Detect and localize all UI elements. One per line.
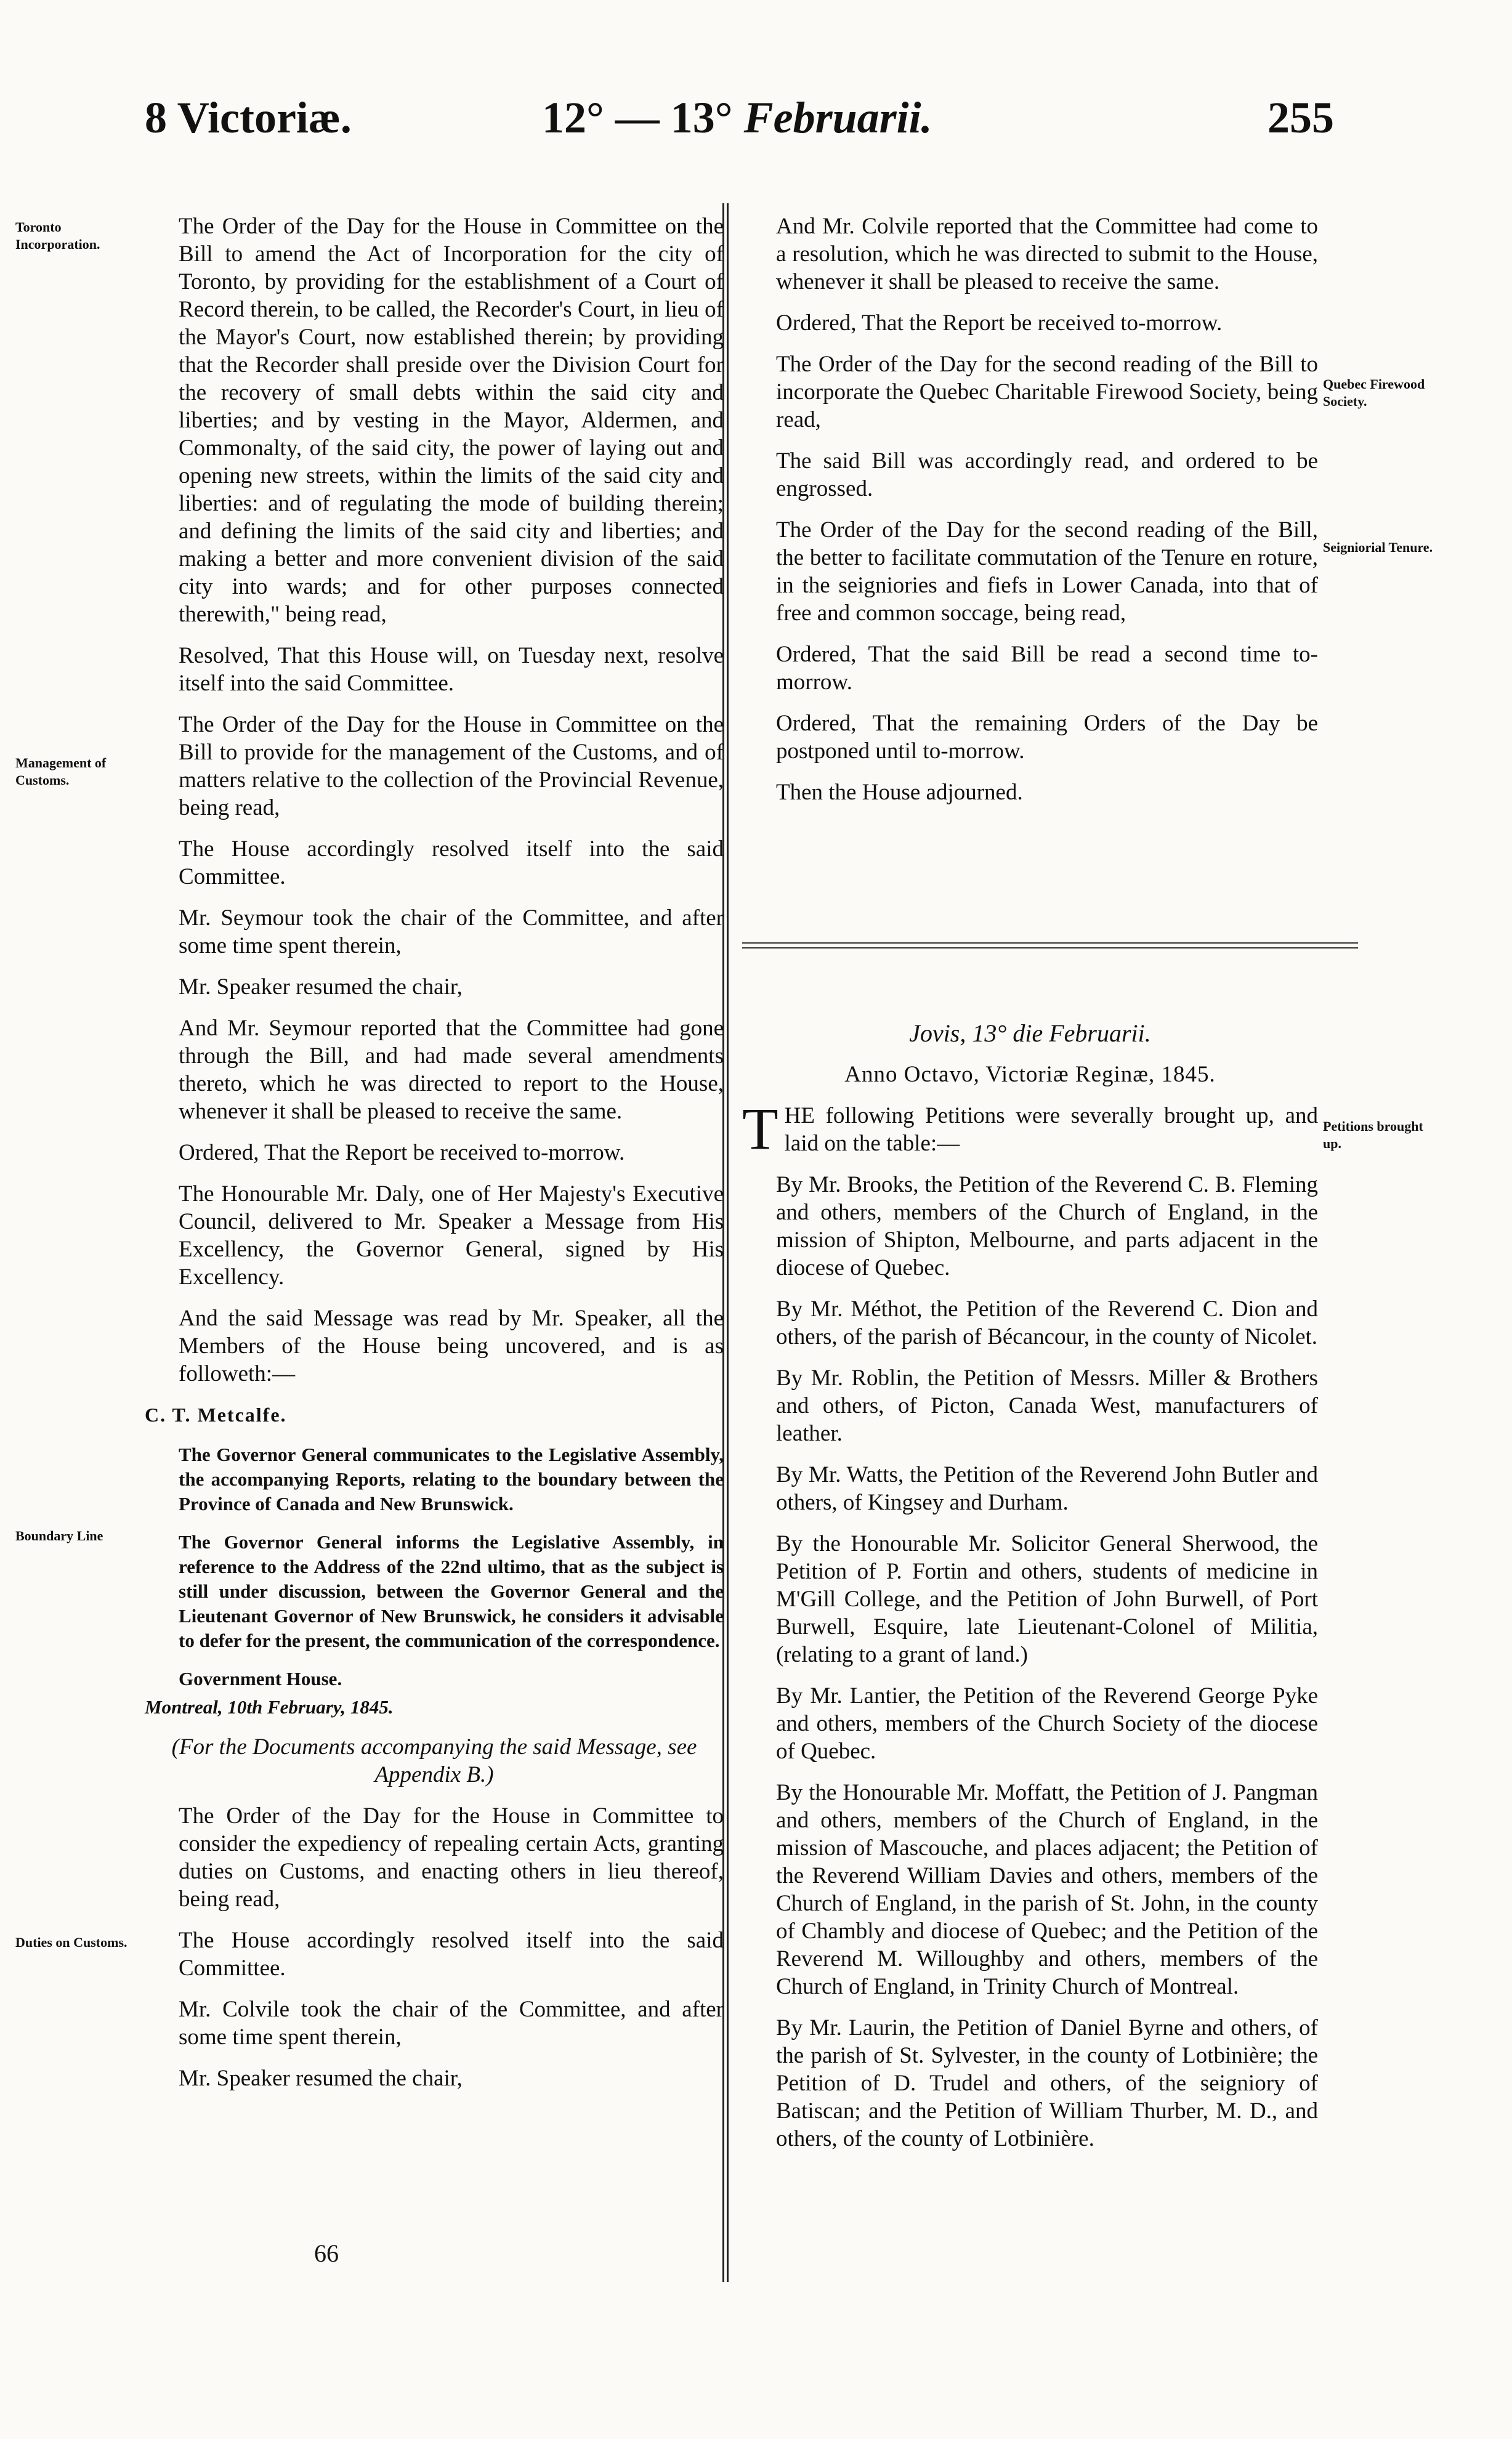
paragraph-duties-committee: The House accordingly resolved itself into the said Committee.	[179, 1928, 724, 1981]
column-rule-double	[727, 203, 729, 2282]
documents-note: (For the Documents accompanying the said Message, see Appendix B.)	[171, 1734, 697, 1787]
margin-note-toronto: Toronto Incorporation.	[15, 219, 100, 252]
petition-methot: By Mr. Méthot, the Petition of the Reverend C. Dion and others, of the parish of Bécancour, in the county of Nicolet.	[776, 1296, 1318, 1349]
paragraph-message-read: And the said Message was read by Mr. Speaker, all the Members of the House being uncovered, and is as followeth:—	[179, 1306, 724, 1386]
paragraph-duties-order: The Order of the Day for the House in Committee to consider the expediency of repealing certain Acts, granting duties on Customs, and enacting others in lieu thereof, being read,	[179, 1803, 724, 1912]
petition-lantier: By Mr. Lantier, the Petition of the Reverend George Pyke and others, members of the Church Society of the diocese of Quebec.	[776, 1683, 1318, 1764]
running-head-days: 12° — 13°	[542, 93, 733, 142]
signature-metcalfe: C. T. Metcalfe.	[145, 1404, 287, 1426]
paragraph-speaker-resumed: Mr. Speaker resumed the chair,	[179, 974, 463, 1000]
right-column	[742, 212, 1318, 820]
margin-note-petitions: Petitions brought up.	[1323, 1118, 1423, 1151]
running-head-date	[542, 92, 932, 144]
paragraph-toronto-order: The Order of the Day for the House in Committee on the Bill to amend the Act of Incorporation for the city of Toronto, by providing for the establishment of a Court of Record therein, to be called, the Recorder's Court, in lieu of the Mayor's Court, now established therein; by providing that the Recorder shall preside over the Division Court for the recovery of small debts within the said city and liberties; and by vesting in the Mayor, Aldermen, and Commonalty, of the said city, the power of laying out and opening new streets, within the limits of the said city and liberties: and of regulating the mode of building therein; and defining the limits of the said city and liberties; and making a better and more convenient division of the said city into wards; and for other purposes connected therewith," being read,	[179, 214, 724, 627]
paragraph-colvile-report: And Mr. Colvile reported that the Committee had come to a resolution, which he was directed to submit to the House, whenever it shall be pleased to receive the same.	[776, 214, 1318, 294]
section-rule	[742, 942, 1358, 944]
margin-note-duties: Duties on Customs.	[15, 1935, 127, 1950]
page-number: 255	[1267, 93, 1334, 142]
paragraph-seymour-chair: Mr. Seymour took the chair of the Committee, and after some time spent therein,	[179, 905, 724, 958]
paragraph-daly-message: The Honourable Mr. Daly, one of Her Majesty's Executive Council, delivered to Mr. Speaker a Message from His Excellency, the Governor General, signed by His Excellency.	[179, 1181, 724, 1290]
government-house: Government House.	[179, 1668, 342, 1689]
paragraph-engrossed: The said Bill was accordingly read, and ordered to be engrossed.	[776, 448, 1318, 501]
margin-note-seigniorial: Seigniorial Tenure.	[1323, 540, 1433, 555]
section-rule-double	[742, 947, 1358, 949]
right-column-lower	[742, 1019, 1318, 2166]
paragraph-ordered-second: Ordered, That the said Bill be read a second time to-morrow.	[776, 642, 1318, 695]
petitions-intro-text: HE following Petitions were severally brought up, and laid on the table:—	[784, 1103, 1318, 1156]
margin-note-customs: Management of Customs.	[15, 755, 107, 788]
anno-heading: Anno Octavo, Victoriæ Reginæ, 1845.	[844, 1062, 1216, 1087]
margin-note-quebec: Quebec Firewood Society.	[1323, 376, 1425, 409]
paragraph-seymour-report: And Mr. Seymour reported that the Committee had gone through the Bill, and had made several amendments thereto, which he was directed to report to the House, whenever it shall be pleased to receive the same.	[179, 1016, 724, 1124]
petition-sherwood: By the Honourable Mr. Solicitor General Sherwood, the Petition of P. Fortin and others, students of medicine in M'Gill College, and the Petition of John Burwell, of Port Burwell, Esquire, late Lieutenant-Colonel of Militia, (relating to a grant of land.)	[776, 1531, 1318, 1667]
paragraph-tenure-order: The Order of the Day for the second reading of the Bill, the better to facilitate commutation of the Tenure en roture, in the seigniories and fiefs in Lower Canada, into that of free and common soccage, being read,	[776, 517, 1318, 626]
message-address: The Governor General informs the Legislative Assembly, in reference to the Address of the 22nd ultimo, that as the subject is still under discussion, between the Governor General and the Lieutenant Governor of New Brunswick, he considers it advisable to defer for the present, the communication of the correspondence.	[179, 1531, 724, 1651]
drop-cap: T	[742, 1096, 778, 1162]
petition-laurin: By Mr. Laurin, the Petition of Daniel Byrne and others, of the parish of St. Sylvester, in the county of Lotbinière; the Petition of D. Trudel and others, of the seigniory of Batiscan; and the Petition of William Thurber, M. D., and others, of the county of Lotbinière.	[776, 2015, 1318, 2151]
petitions-intro	[742, 1096, 1318, 1162]
running-head-month: Februarii.	[743, 93, 932, 142]
paragraph-ordered-report: Ordered, That the Report be received to-morrow.	[179, 1140, 625, 1165]
paragraph-adjourned: Then the House adjourned.	[776, 780, 1023, 805]
margin-note-boundary: Boundary Line	[15, 1528, 103, 1543]
petition-brooks: By Mr. Brooks, the Petition of the Reverend C. B. Fleming and others, members of the Church of England, in the mission of Shipton, Melbourne, and parts adjacent in the diocese of Quebec.	[776, 1172, 1318, 1280]
paragraph-ordered-report-2: Ordered, That the Report be received to-morrow.	[776, 310, 1223, 336]
paragraph-firewood-order: The Order of the Day for the second reading of the Bill to incorporate the Quebec Charitable Firewood Society, being read,	[776, 352, 1318, 432]
left-column	[145, 212, 724, 2106]
petition-roblin: By Mr. Roblin, the Petition of Messrs. Miller & Brothers and others, of Picton, Canada West, manufacturers of leather.	[776, 1365, 1318, 1446]
paragraph-customs-order: The Order of the Day for the House in Committee on the Bill to provide for the management of the Customs, and of matters relative to the collection of the Provincial Revenue, being read,	[179, 712, 724, 820]
paragraph-postponed: Ordered, That the remaining Orders of the Day be postponed until to-morrow.	[776, 711, 1318, 764]
paragraph-committee: The House accordingly resolved itself into the said Committee.	[179, 836, 724, 889]
petition-watts: By Mr. Watts, the Petition of the Reverend John Butler and others, of Kingsey and Durham.	[776, 1462, 1318, 1515]
petition-moffatt: By the Honourable Mr. Moffatt, the Petition of J. Pangman and others, members of the Church of England, in the mission of Mascouche, and places adjacent; the Petition of the Reverend William Davies and others, members of the Church of England, in the parish of St. John, in the county of Chambly and diocese of Quebec; and the Petition of the Reverend M. Willoughby and others, members of the Church of England, in Trinity Church of Montreal.	[776, 1780, 1318, 1999]
message-boundary: The Governor General communicates to the Legislative Assembly, the accompanying Reports, relating to the boundary between the Province of Canada and New Brunswick.	[179, 1444, 724, 1515]
paragraph-resolved: Resolved, That this House will, on Tuesday next, resolve itself into the said Committee.	[179, 643, 724, 696]
running-head-left: 8 Victoriæ.	[145, 93, 352, 142]
paragraph-colvile-chair: Mr. Colvile took the chair of the Committee, and after some time spent therein,	[179, 1997, 724, 2050]
signature-mark: 66	[314, 2239, 339, 2267]
jovis-heading: Jovis, 13° die Februarii.	[909, 1019, 1151, 1047]
paragraph-speaker-resumed-2: Mr. Speaker resumed the chair,	[179, 2066, 463, 2091]
message-date: Montreal, 10th February, 1845.	[145, 1696, 394, 1718]
